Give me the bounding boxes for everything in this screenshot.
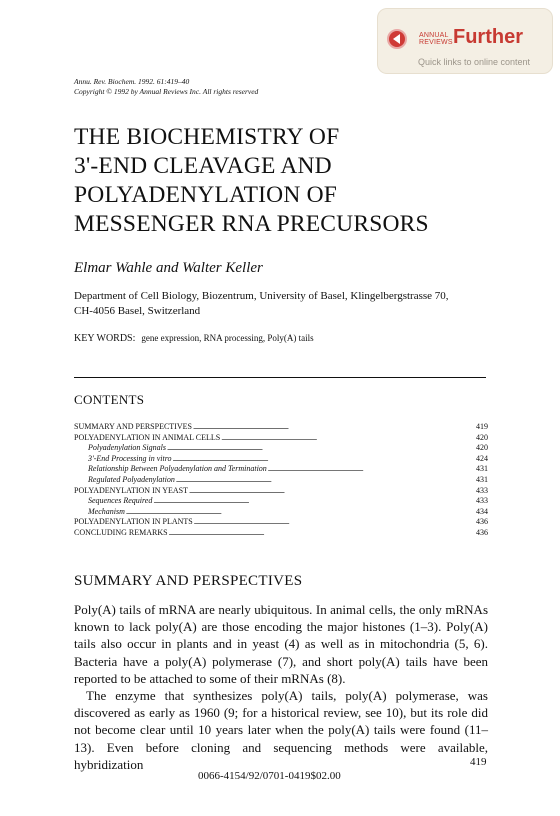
toc-subentry[interactable]: Regulated Polyadenylation . . . 431 xyxy=(74,475,488,486)
annual-reviews-further-banner[interactable] xyxy=(377,8,553,74)
citation-line: Annu. Rev. Biochem. 1992. 61:419–40 xyxy=(74,77,190,86)
affiliation-line: Department of Cell Biology, Biozentrum, University of Basel, Klingelbergstrasse 70, xyxy=(74,290,449,302)
footer-code: 0066-4154/92/0701-0419$02.00 xyxy=(198,770,341,782)
title-line: MESSENGER RNA PRECURSORS xyxy=(74,211,429,237)
authors: Elmar Wahle and Walter Keller xyxy=(74,260,263,276)
annual-reviews-wordmark: ANNUAL REVIEWS xyxy=(419,32,453,46)
affiliation-line: CH-4056 Basel, Switzerland xyxy=(74,305,201,317)
paragraph: The enzyme that synthesizes poly(A) tails, poly(A) polymerase, was discovered as early as 1960 (9; for a historical review, see 10), but its role did not become clear until 10 years later when the poly(A) tails were found (11–13). Even before cloning and sequencing methods were available, hybridization xyxy=(74,688,488,772)
section-heading: SUMMARY AND PERSPECTIVES xyxy=(74,573,303,589)
title-line: POLYADENYLATION OF xyxy=(74,182,338,208)
title-line: THE BIOCHEMISTRY OF xyxy=(74,124,340,150)
toc-subentry[interactable]: Sequences Required . . . 433 xyxy=(74,496,488,507)
divider-rule xyxy=(74,377,486,378)
journal-citation xyxy=(74,77,258,97)
toc-entry[interactable]: POLYADENYLATION IN PLANTS . . . 436 xyxy=(74,517,488,528)
toc-entry[interactable]: CONCLUDING REMARKS . . . 436 xyxy=(74,528,488,539)
toc-entry[interactable]: POLYADENYLATION IN ANIMAL CELLS . . . 420 xyxy=(74,433,488,444)
body-text xyxy=(74,601,488,773)
copyright-line: Copyright © 1992 by Annual Reviews Inc. All rights reserved xyxy=(74,87,259,96)
toc-entry[interactable]: POLYADENYLATION IN YEAST . . . 433 xyxy=(74,486,488,497)
annual-reviews-play-icon xyxy=(387,29,407,49)
further-label: Further xyxy=(453,26,523,48)
toc-subentry[interactable]: Mechanism . . . 434 xyxy=(74,507,488,518)
further-tagline: Quick links to online content xyxy=(418,57,531,67)
paragraph: Poly(A) tails of mRNA are nearly ubiquitous. In animal cells, the only mRNAs known to lack poly(A) are those encoding the major histones (1–3). Poly(A) tails also occur in plants and in yeast (4) as well as in mitochondria (5, 6). Bacteria have a poly(A) polymerase (7), and short poly(A) tails have been reported to be attached to some of their mRNAs (8). xyxy=(74,602,488,686)
toc-entry[interactable]: SUMMARY AND PERSPECTIVES . . . 419 xyxy=(74,422,488,433)
page-number: 419 xyxy=(470,756,487,768)
article-title xyxy=(74,123,429,239)
keywords-label: KEY WORDS: xyxy=(74,333,136,344)
keywords xyxy=(74,333,314,344)
toc-subentry[interactable]: 3'-End Processing in vitro . . . 424 xyxy=(74,454,488,465)
keywords-list: gene expression, RNA processing, Poly(A) tails xyxy=(141,333,314,343)
table-of-contents xyxy=(74,422,488,539)
title-line: 3'-END CLEAVAGE AND xyxy=(74,153,332,179)
affiliation xyxy=(74,289,449,319)
toc-subentry[interactable]: Polyadenylation Signals . . . 420 xyxy=(74,443,488,454)
toc-subentry[interactable]: Relationship Between Polyadenylation and Termination . . . 431 xyxy=(74,464,488,475)
contents-heading: CONTENTS xyxy=(74,392,145,407)
